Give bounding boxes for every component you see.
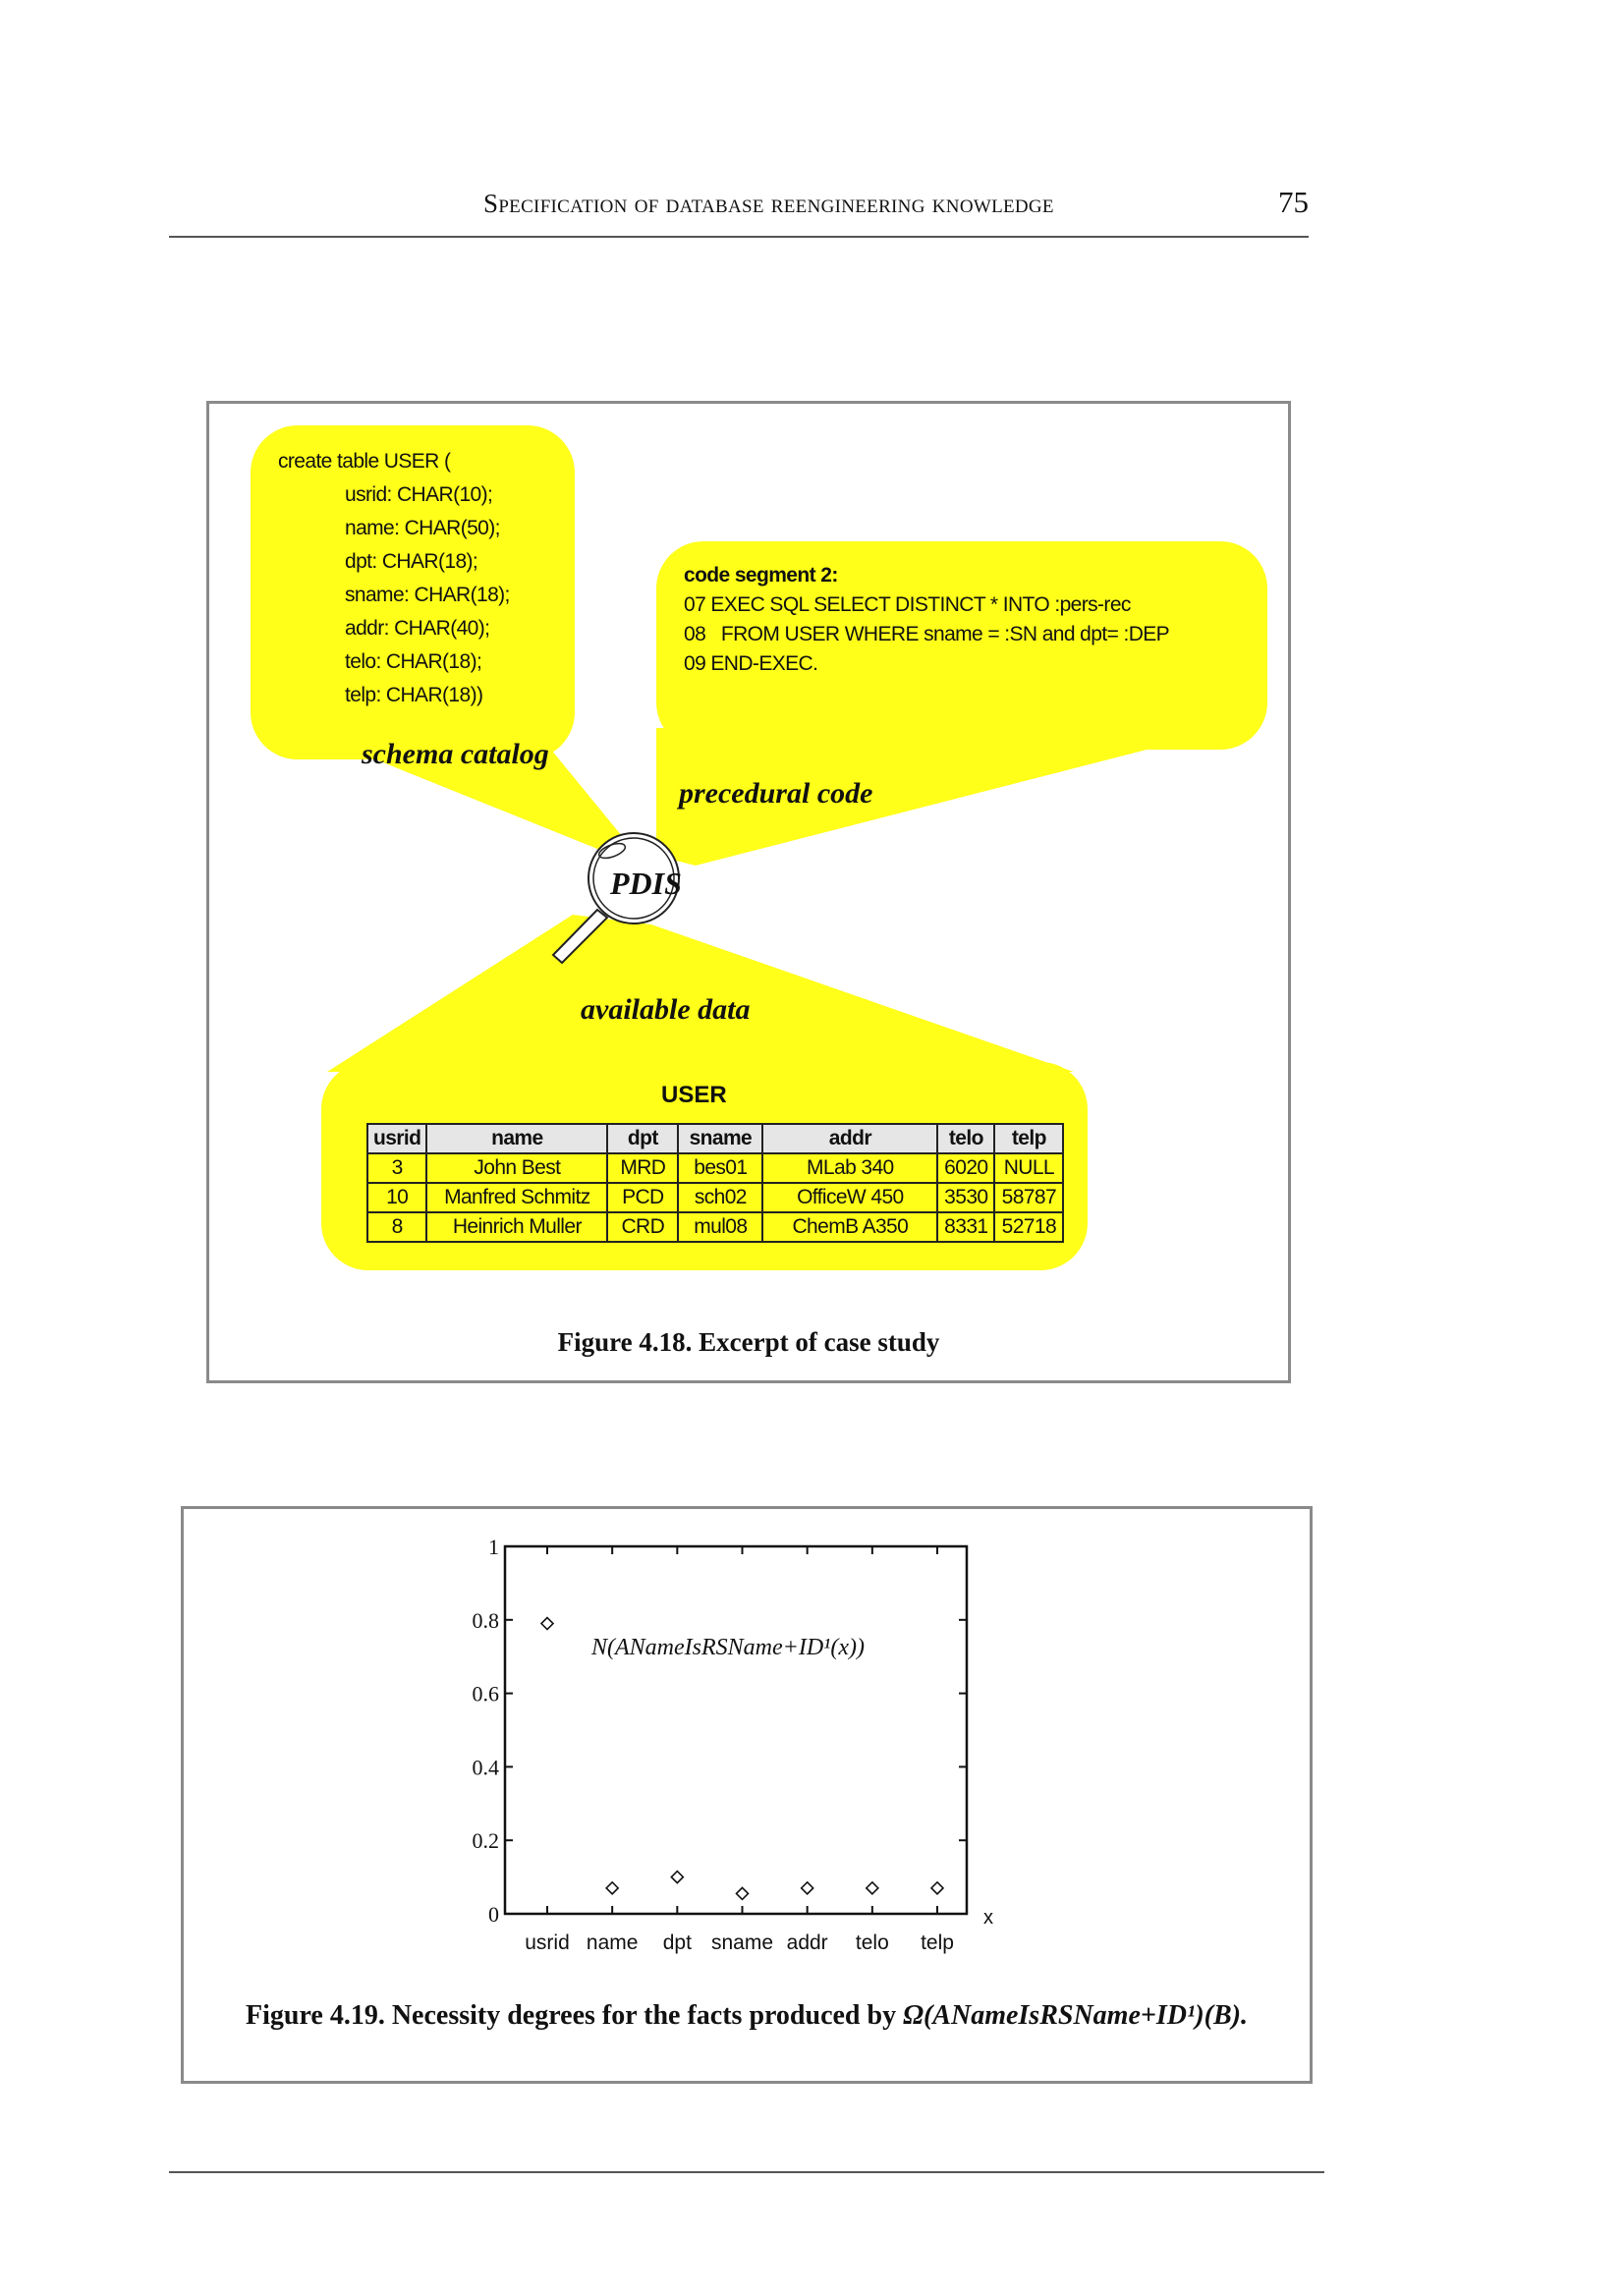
code-line: 07 EXEC SQL SELECT DISTINCT * INTO :pers-rec xyxy=(684,593,1131,616)
y-axis-ticks xyxy=(473,1535,968,1927)
x-tick-label: dpt xyxy=(662,1931,692,1954)
table-cell: MLab 340 xyxy=(762,1153,937,1183)
table-cell: ChemB A350 xyxy=(762,1212,937,1242)
schema-bubble xyxy=(251,425,575,759)
y-tick-label: 1 xyxy=(488,1535,499,1559)
x-tick-label: name xyxy=(586,1931,639,1954)
y-tick-label: 0.8 xyxy=(472,1607,499,1633)
schema-line: sname: CHAR(18); xyxy=(345,584,510,606)
table-cell: 10 xyxy=(367,1183,426,1212)
caption-prefix: Figure 4.19. Necessity degrees for the facts produced by xyxy=(246,2000,904,2031)
table-cell: Heinrich Muller xyxy=(426,1212,607,1242)
table-title: USER xyxy=(661,1082,727,1108)
table-cell: 8 xyxy=(367,1212,426,1242)
table-cell: John Best xyxy=(426,1153,607,1183)
table-cell: bes01 xyxy=(678,1153,762,1183)
data-point xyxy=(737,1887,749,1899)
y-tick-label: 0 xyxy=(488,1902,499,1927)
column-header: usrid xyxy=(367,1124,426,1153)
code-line: 09 END-EXEC. xyxy=(684,652,818,675)
table-cell: 8331 xyxy=(937,1212,994,1242)
chart-axes xyxy=(505,1546,967,1914)
data-point xyxy=(671,1872,683,1883)
running-title: Specification of database reengineering knowledge xyxy=(483,189,1054,218)
figure-4-18-caption: Figure 4.18. Excerpt of case study xyxy=(557,1327,940,1357)
code-lines xyxy=(684,561,1169,679)
y-tick-label: 0.6 xyxy=(472,1681,499,1707)
x-axis-label: x xyxy=(983,1907,993,1929)
code-line: 08 FROM USER WHERE sname = :SN and dpt= :DEP xyxy=(684,623,1170,645)
column-header: sname xyxy=(678,1124,762,1153)
table-cell: 52718 xyxy=(994,1212,1063,1242)
x-tick-label: usrid xyxy=(525,1931,570,1954)
table-header-row xyxy=(367,1124,1063,1153)
column-header: addr xyxy=(762,1124,937,1153)
data-point xyxy=(802,1882,813,1894)
schema-lines xyxy=(278,445,510,712)
chart-annotation: N(ANameIsRSName+ID¹(x)) xyxy=(591,1635,865,1660)
table-cell: 58787 xyxy=(994,1183,1063,1212)
footer-rule xyxy=(169,2171,1324,2173)
pdis-label: PDIS xyxy=(610,866,682,901)
schema-line: dpt: CHAR(18); xyxy=(345,550,478,573)
figure-4-19-caption xyxy=(184,2000,1310,2032)
schema-line: create table USER ( xyxy=(278,450,451,473)
necessity-chart xyxy=(184,1509,1310,2081)
schema-line: addr: CHAR(40); xyxy=(345,617,490,640)
y-tick-label: 0.2 xyxy=(472,1828,499,1854)
user-table xyxy=(366,1123,1064,1243)
x-tick-label: sname xyxy=(710,1931,774,1954)
column-header: dpt xyxy=(607,1124,678,1153)
schema-line: usrid: CHAR(10); xyxy=(345,483,493,506)
table-cell: sch02 xyxy=(678,1183,762,1212)
caption-formula: Ω(ANameIsRSName+ID¹)(B). xyxy=(903,2000,1248,2031)
table-cell: CRD xyxy=(607,1212,678,1242)
table-cell: 3 xyxy=(367,1153,426,1183)
code-heading: code segment 2: xyxy=(684,564,838,587)
table-cell: 3530 xyxy=(937,1183,994,1212)
x-tick-label: telo xyxy=(855,1931,889,1954)
available-data-label: available data xyxy=(581,993,751,1026)
x-tick-label: telp xyxy=(921,1931,954,1954)
data-point xyxy=(867,1882,878,1894)
column-header: telo xyxy=(937,1124,994,1153)
column-header: telp xyxy=(994,1124,1063,1153)
plot-frame xyxy=(505,1546,967,1914)
schema-line: telp: CHAR(18)) xyxy=(345,684,483,706)
y-tick-label: 0.4 xyxy=(472,1755,499,1780)
running-header xyxy=(169,177,1309,238)
x-tick-label: addr xyxy=(786,1931,828,1954)
figure-4-19 xyxy=(181,1506,1313,2084)
table-cell: OfficeW 450 xyxy=(762,1183,937,1212)
schema-line: name: CHAR(50); xyxy=(345,517,500,539)
column-header: name xyxy=(426,1124,607,1153)
table-cell: PCD xyxy=(607,1183,678,1212)
table-cell: MRD xyxy=(607,1153,678,1183)
table-cell: Manfred Schmitz xyxy=(426,1183,607,1212)
table-row xyxy=(367,1212,1063,1242)
procedural-code-label: precedural code xyxy=(679,777,873,810)
data-point xyxy=(606,1882,618,1894)
data-point xyxy=(931,1882,943,1894)
table-row xyxy=(367,1183,1063,1212)
figure-4-18 xyxy=(206,401,1291,1383)
table-row xyxy=(367,1153,1063,1183)
magnifier-icon xyxy=(548,831,696,979)
page-number: 75 xyxy=(1278,185,1309,219)
table-cell: mul08 xyxy=(678,1212,762,1242)
table-cell: 6020 xyxy=(937,1153,994,1183)
x-axis-ticks xyxy=(525,1546,954,1954)
schema-catalog-label: schema catalog xyxy=(362,738,549,770)
table-cell: NULL xyxy=(994,1153,1063,1183)
data-point xyxy=(541,1618,553,1630)
code-bubble xyxy=(656,541,1267,750)
schema-line: telo: CHAR(18); xyxy=(345,650,482,673)
